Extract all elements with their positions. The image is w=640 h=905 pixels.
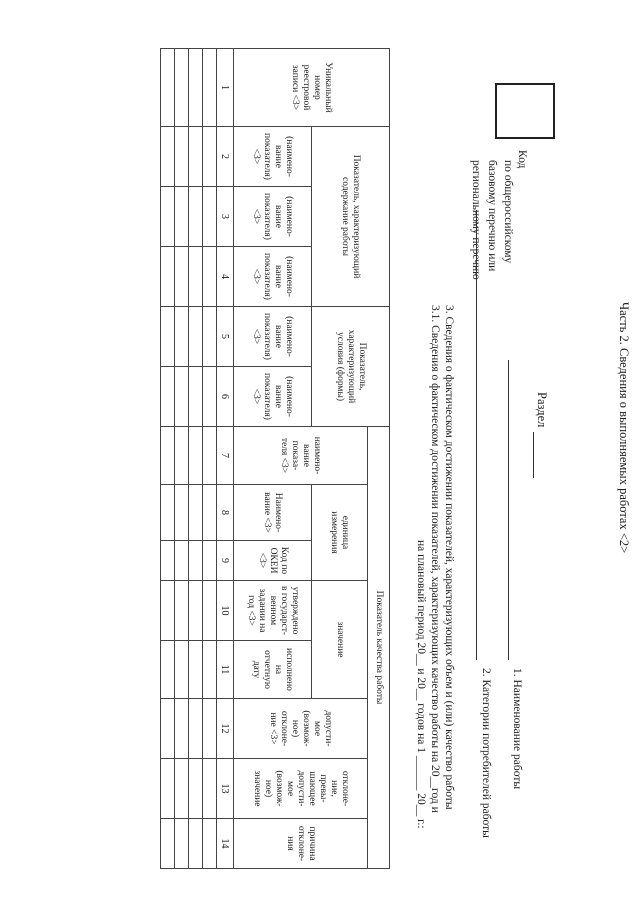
heading-3: 3. Сведения о фактическом достижении показателей, характеризующих объем и (или) качество работы — [443, 305, 455, 810]
table-cell[interactable] — [203, 581, 217, 641]
column-number: 13 — [217, 759, 234, 819]
quality-table — [160, 48, 390, 869]
table-cell[interactable] — [175, 49, 189, 127]
table-cell[interactable] — [203, 541, 217, 581]
code-input-box[interactable] — [495, 83, 555, 139]
table-cell[interactable] — [161, 541, 175, 581]
subheader-content-indicator-2: (наимено- вание показателя) <3> — [234, 187, 312, 247]
table-cell[interactable] — [203, 49, 217, 127]
section-underline — [533, 432, 534, 478]
column-number: 5 — [217, 307, 234, 367]
table-cell[interactable] — [161, 49, 175, 127]
code-caption-2: базовому перечню или — [486, 160, 498, 272]
field-work-name-label: 1. Наименование работы — [511, 668, 523, 790]
column-number: 14 — [217, 819, 234, 869]
subheader-unit-name: Наимено- вание <3> — [234, 485, 312, 541]
table-cell[interactable] — [175, 759, 189, 819]
subheader-content-indicator-3: (наимено- вание показателя) <3> — [234, 247, 312, 307]
header-unit: единица измерения — [312, 485, 368, 581]
field-work-name-line[interactable] — [508, 360, 509, 660]
table-cell[interactable] — [161, 187, 175, 247]
table-cell[interactable] — [175, 641, 189, 699]
header-conditions-indicator: Показатель, характеризующий условия (формы) — [312, 307, 390, 427]
column-number: 10 — [217, 581, 234, 641]
table-cell[interactable] — [175, 307, 189, 367]
header-quality-indicator: Показатель качества работы — [368, 427, 390, 869]
column-number: 9 — [217, 541, 234, 581]
table-cell[interactable] — [203, 247, 217, 307]
table-cell[interactable] — [175, 581, 189, 641]
column-number: 7 — [217, 427, 234, 485]
table-cell[interactable] — [189, 127, 203, 187]
code-label: Код — [516, 150, 528, 169]
header-indicator-name: наимено- вание показа- теля <3> — [234, 427, 368, 485]
table-cell[interactable] — [203, 485, 217, 541]
table-cell[interactable] — [175, 699, 189, 759]
subheader-okei-code: Код по ОКЕИ <3> — [234, 541, 312, 581]
column-number: 4 — [217, 247, 234, 307]
table-cell[interactable] — [189, 367, 203, 427]
table-cell[interactable] — [189, 49, 203, 127]
table-cell[interactable] — [161, 247, 175, 307]
column-number: 11 — [217, 641, 234, 699]
table-cell[interactable] — [189, 187, 203, 247]
subheader-executed-value: исполнено на отчетную дату — [234, 641, 312, 699]
table-cell[interactable] — [203, 127, 217, 187]
column-number: 6 — [217, 367, 234, 427]
column-number: 3 — [217, 187, 234, 247]
table-cell[interactable] — [175, 187, 189, 247]
subheader-conditions-indicator-1: (наимено- вание показателя) <3> — [234, 307, 312, 367]
column-number: 2 — [217, 127, 234, 187]
section-label: Раздел — [535, 392, 549, 428]
part-title: Часть 2. Сведения о выполняемых работах <2> — [617, 302, 631, 554]
table-cell[interactable] — [189, 307, 203, 367]
table-row — [189, 49, 203, 869]
table-cell[interactable] — [175, 485, 189, 541]
table-cell[interactable] — [175, 819, 189, 869]
column-number: 8 — [217, 485, 234, 541]
table-cell[interactable] — [161, 307, 175, 367]
header-unique-number: Уникальный номер реестровой записи <3> — [234, 49, 390, 127]
table-cell[interactable] — [161, 127, 175, 187]
code-caption-3: региональному перечню — [470, 160, 482, 280]
header-content-indicator: Показатель, характеризующий содержание работы — [312, 127, 390, 307]
table-cell[interactable] — [203, 367, 217, 427]
table-cell[interactable] — [203, 427, 217, 485]
table-cell[interactable] — [161, 427, 175, 485]
table-cell[interactable] — [203, 187, 217, 247]
table-row — [175, 49, 189, 869]
table-cell[interactable] — [189, 247, 203, 307]
table-cell[interactable] — [175, 427, 189, 485]
table-cell[interactable] — [203, 641, 217, 699]
table-cell[interactable] — [161, 819, 175, 869]
table-cell[interactable] — [189, 541, 203, 581]
header-exceeding-deviation: отклоне- ние, превы- шающее допусти- мое (возмож- ное) значение — [234, 759, 368, 819]
table-cell[interactable] — [161, 367, 175, 427]
table-cell[interactable] — [189, 581, 203, 641]
header-allowed-deviation: допусти- мое (возмож- ное) отклоне- ние <3> — [234, 699, 368, 759]
table-row — [203, 49, 217, 869]
table-cell[interactable] — [189, 819, 203, 869]
code-caption-1: по общероссийскому — [502, 160, 514, 264]
header-deviation-reason: причина отклоне- ния — [234, 819, 368, 869]
table-cell[interactable] — [175, 247, 189, 307]
table-cell[interactable] — [161, 485, 175, 541]
table-cell[interactable] — [161, 641, 175, 699]
table-cell[interactable] — [189, 485, 203, 541]
subheader-content-indicator-1: (наимено- вание показателя) <3> — [234, 127, 312, 187]
table-cell[interactable] — [189, 641, 203, 699]
column-number: 12 — [217, 699, 234, 759]
table-cell[interactable] — [203, 819, 217, 869]
heading-3-1: 3.1. Сведения о фактическом достижении показателей, характеризующих качество работы на 20__год и — [429, 305, 441, 813]
table-cell[interactable] — [161, 699, 175, 759]
table-cell[interactable] — [203, 699, 217, 759]
table-row — [161, 49, 175, 869]
table-cell[interactable] — [189, 699, 203, 759]
field-consumers-label: 2. Категории потребителей работы — [480, 668, 492, 838]
table-cell[interactable] — [189, 759, 203, 819]
table-cell[interactable] — [175, 127, 189, 187]
subheader-approved-value: утверждено в государст- венном задании на год <3> — [234, 581, 312, 641]
table-cell[interactable] — [189, 427, 203, 485]
table-cell[interactable] — [175, 541, 189, 581]
field-consumers-line[interactable] — [476, 210, 477, 660]
header-value: значение — [312, 581, 368, 699]
table-cell[interactable] — [175, 367, 189, 427]
table-cell[interactable] — [203, 759, 217, 819]
subheader-conditions-indicator-2: (наимено- вание показателя) <3> — [234, 367, 312, 427]
table-cell[interactable] — [161, 581, 175, 641]
table-cell[interactable] — [203, 307, 217, 367]
table-cell[interactable] — [161, 759, 175, 819]
heading-3-1-period: на плановый период 20__ и 20__ годов на 1 ______ 20__ г.: — [415, 540, 427, 829]
column-number: 1 — [217, 49, 234, 127]
